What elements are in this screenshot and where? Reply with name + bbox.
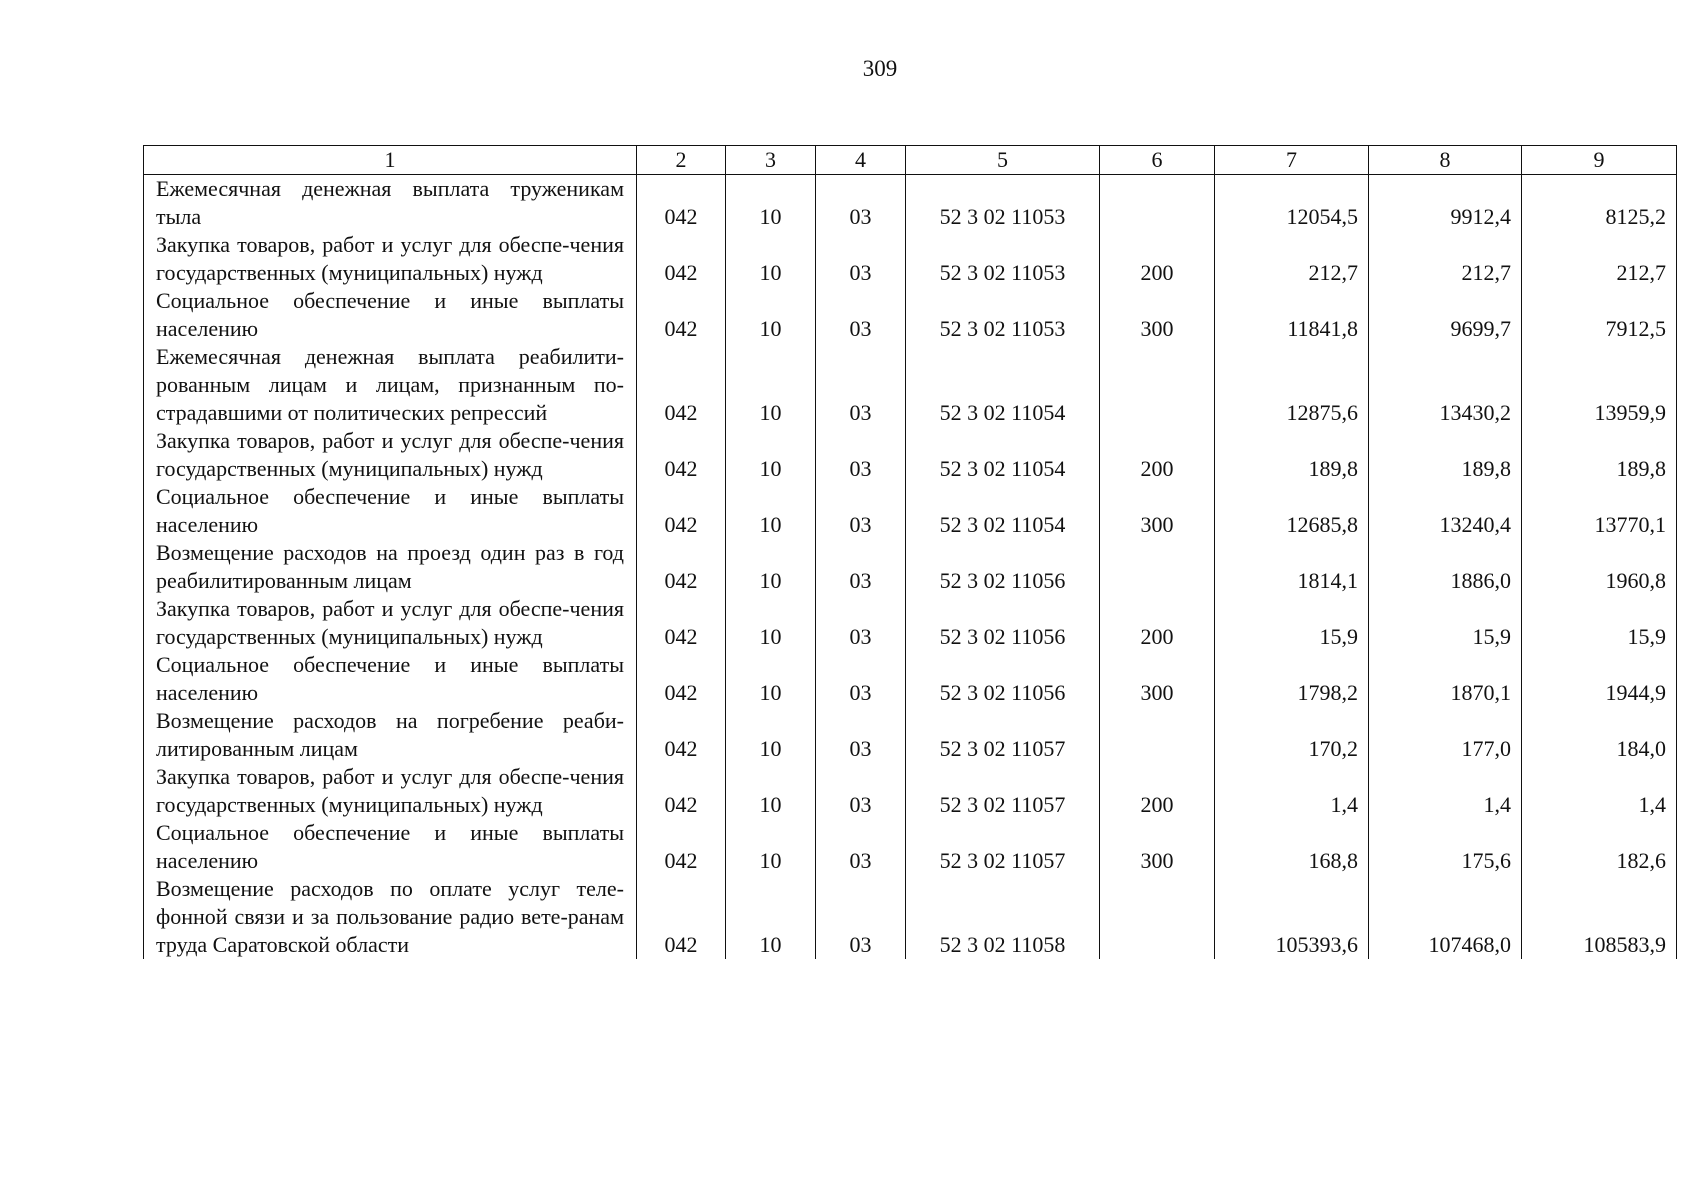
row-value-cell: 108583,9 (1522, 875, 1677, 959)
row-name-text: Социальное обеспечение и иные выплаты населению (156, 820, 624, 873)
row-code-cell: 042 (637, 343, 726, 427)
row-name-cell (144, 875, 637, 959)
row-target-article-cell: 52 3 02 11058 (906, 875, 1100, 959)
row-section-cell: 10 (726, 539, 816, 595)
header-cell: 9 (1522, 146, 1677, 175)
row-code-cell: 042 (637, 483, 726, 539)
row-target-article-cell: 52 3 02 11054 (906, 343, 1100, 427)
row-target-article-cell: 52 3 02 11054 (906, 427, 1100, 483)
row-name-cell (144, 231, 637, 287)
row-name-cell (144, 287, 637, 343)
row-value-cell: 15,9 (1522, 595, 1677, 651)
row-value-cell: 1960,8 (1522, 539, 1677, 595)
row-name-cell (144, 343, 637, 427)
row-section-cell: 10 (726, 651, 816, 707)
table-body (144, 175, 1677, 960)
row-name-text: Ежемесячная денежная выплата реабилити-рованным лицам и лицам, признанным по-страдавшими от политических репрессий (156, 344, 624, 425)
header-row (144, 146, 1677, 175)
row-value-cell: 1886,0 (1369, 539, 1522, 595)
row-code-cell: 042 (637, 651, 726, 707)
row-name-cell (144, 707, 637, 763)
row-value-cell: 184,0 (1522, 707, 1677, 763)
row-name-cell (144, 175, 637, 232)
table-row (144, 231, 1677, 287)
row-name-text: Закупка товаров, работ и услуг для обеспе-чения государственных (муниципальных) нужд (156, 764, 624, 817)
row-name-text: Возмещение расходов по оплате услуг теле-фонной связи и за пользование радио вете-ранам труда Саратовской области (156, 876, 624, 957)
table-row (144, 707, 1677, 763)
row-section-cell: 10 (726, 875, 816, 959)
row-target-article-cell: 52 3 02 11056 (906, 651, 1100, 707)
row-value-cell: 9699,7 (1369, 287, 1522, 343)
row-code-cell: 042 (637, 539, 726, 595)
row-name-text: Социальное обеспечение и иные выплаты населению (156, 652, 624, 705)
row-value-cell: 13959,9 (1522, 343, 1677, 427)
row-name-cell (144, 651, 637, 707)
row-subsection-cell: 03 (816, 595, 906, 651)
row-section-cell: 10 (726, 707, 816, 763)
row-name-text: Возмещение расходов на погребение реаби-литированным лицам (156, 708, 624, 761)
row-name-text: Социальное обеспечение и иные выплаты населению (156, 484, 624, 537)
row-name-text: Социальное обеспечение и иные выплаты населению (156, 288, 624, 341)
row-section-cell: 10 (726, 175, 816, 232)
table-row (144, 595, 1677, 651)
row-target-article-cell: 52 3 02 11057 (906, 819, 1100, 875)
row-value-cell: 8125,2 (1522, 175, 1677, 232)
row-subsection-cell: 03 (816, 427, 906, 483)
row-section-cell: 10 (726, 819, 816, 875)
row-subsection-cell: 03 (816, 763, 906, 819)
row-target-article-cell: 52 3 02 11057 (906, 763, 1100, 819)
row-section-cell: 10 (726, 483, 816, 539)
row-value-cell: 189,8 (1522, 427, 1677, 483)
row-expense-type-cell: 300 (1100, 651, 1215, 707)
row-value-cell: 212,7 (1522, 231, 1677, 287)
row-name-cell (144, 819, 637, 875)
header-cell: 4 (816, 146, 906, 175)
table-row (144, 175, 1677, 232)
row-subsection-cell: 03 (816, 483, 906, 539)
row-target-article-cell: 52 3 02 11053 (906, 231, 1100, 287)
row-name-cell (144, 539, 637, 595)
row-target-article-cell: 52 3 02 11054 (906, 483, 1100, 539)
table-row (144, 651, 1677, 707)
row-value-cell: 12685,8 (1215, 483, 1369, 539)
row-value-cell: 212,7 (1215, 231, 1369, 287)
row-expense-type-cell: 200 (1100, 763, 1215, 819)
header-cell: 7 (1215, 146, 1369, 175)
row-expense-type-cell: 300 (1100, 819, 1215, 875)
row-value-cell: 189,8 (1369, 427, 1522, 483)
row-name-text: Закупка товаров, работ и услуг для обеспе-чения государственных (муниципальных) нужд (156, 232, 624, 285)
row-name-text: Закупка товаров, работ и услуг для обеспе-чения государственных (муниципальных) нужд (156, 428, 624, 481)
row-code-cell: 042 (637, 175, 726, 232)
row-value-cell: 177,0 (1369, 707, 1522, 763)
row-value-cell: 168,8 (1215, 819, 1369, 875)
row-expense-type-cell (1100, 875, 1215, 959)
table-row (144, 539, 1677, 595)
header-cell: 3 (726, 146, 816, 175)
row-value-cell: 12875,6 (1215, 343, 1369, 427)
row-code-cell: 042 (637, 595, 726, 651)
table-row (144, 819, 1677, 875)
row-subsection-cell: 03 (816, 231, 906, 287)
row-value-cell: 13430,2 (1369, 343, 1522, 427)
table-row (144, 763, 1677, 819)
row-value-cell: 1870,1 (1369, 651, 1522, 707)
row-value-cell: 1,4 (1369, 763, 1522, 819)
row-value-cell: 1944,9 (1522, 651, 1677, 707)
row-value-cell: 182,6 (1522, 819, 1677, 875)
row-expense-type-cell: 200 (1100, 231, 1215, 287)
header-cell: 8 (1369, 146, 1522, 175)
row-section-cell: 10 (726, 343, 816, 427)
row-target-article-cell: 52 3 02 11053 (906, 287, 1100, 343)
row-name-cell (144, 483, 637, 539)
row-value-cell: 13240,4 (1369, 483, 1522, 539)
row-subsection-cell: 03 (816, 287, 906, 343)
row-subsection-cell: 03 (816, 343, 906, 427)
row-subsection-cell: 03 (816, 651, 906, 707)
row-value-cell: 1,4 (1522, 763, 1677, 819)
row-name-cell (144, 595, 637, 651)
row-value-cell: 15,9 (1369, 595, 1522, 651)
table-row (144, 287, 1677, 343)
row-value-cell: 1798,2 (1215, 651, 1369, 707)
row-value-cell: 9912,4 (1369, 175, 1522, 232)
header-cell: 2 (637, 146, 726, 175)
row-code-cell: 042 (637, 707, 726, 763)
row-code-cell: 042 (637, 427, 726, 483)
row-name-text: Ежемесячная денежная выплата труженикам тыла (156, 176, 624, 229)
row-section-cell: 10 (726, 287, 816, 343)
row-code-cell: 042 (637, 231, 726, 287)
row-code-cell: 042 (637, 875, 726, 959)
row-expense-type-cell (1100, 539, 1215, 595)
row-value-cell: 1814,1 (1215, 539, 1369, 595)
row-subsection-cell: 03 (816, 539, 906, 595)
row-section-cell: 10 (726, 595, 816, 651)
row-name-cell (144, 763, 637, 819)
row-target-article-cell: 52 3 02 11057 (906, 707, 1100, 763)
row-expense-type-cell (1100, 175, 1215, 232)
table-row (144, 875, 1677, 959)
row-expense-type-cell: 200 (1100, 595, 1215, 651)
row-value-cell: 105393,6 (1215, 875, 1369, 959)
row-subsection-cell: 03 (816, 707, 906, 763)
row-value-cell: 175,6 (1369, 819, 1522, 875)
table-row (144, 483, 1677, 539)
row-expense-type-cell (1100, 343, 1215, 427)
row-expense-type-cell: 300 (1100, 483, 1215, 539)
row-value-cell: 170,2 (1215, 707, 1369, 763)
row-expense-type-cell: 300 (1100, 287, 1215, 343)
row-target-article-cell: 52 3 02 11053 (906, 175, 1100, 232)
row-value-cell: 11841,8 (1215, 287, 1369, 343)
row-code-cell: 042 (637, 763, 726, 819)
row-target-article-cell: 52 3 02 11056 (906, 539, 1100, 595)
row-expense-type-cell (1100, 707, 1215, 763)
row-value-cell: 107468,0 (1369, 875, 1522, 959)
header-cell: 6 (1100, 146, 1215, 175)
table-row (144, 343, 1677, 427)
row-expense-type-cell: 200 (1100, 427, 1215, 483)
row-section-cell: 10 (726, 231, 816, 287)
row-value-cell: 212,7 (1369, 231, 1522, 287)
row-value-cell: 7912,5 (1522, 287, 1677, 343)
row-code-cell: 042 (637, 819, 726, 875)
row-subsection-cell: 03 (816, 819, 906, 875)
header-cell: 1 (144, 146, 637, 175)
row-value-cell: 1,4 (1215, 763, 1369, 819)
row-subsection-cell: 03 (816, 175, 906, 232)
row-code-cell: 042 (637, 287, 726, 343)
budget-table (143, 145, 1677, 959)
row-section-cell: 10 (726, 427, 816, 483)
row-target-article-cell: 52 3 02 11056 (906, 595, 1100, 651)
table-row (144, 427, 1677, 483)
header-cell: 5 (906, 146, 1100, 175)
row-value-cell: 13770,1 (1522, 483, 1677, 539)
row-name-cell (144, 427, 637, 483)
row-name-text: Возмещение расходов на проезд один раз в год реабилитированным лицам (156, 540, 624, 593)
row-value-cell: 15,9 (1215, 595, 1369, 651)
row-name-text: Закупка товаров, работ и услуг для обеспе-чения государственных (муниципальных) нужд (156, 596, 624, 649)
page-number: 309 (862, 56, 898, 81)
row-subsection-cell: 03 (816, 875, 906, 959)
row-value-cell: 12054,5 (1215, 175, 1369, 232)
row-value-cell: 189,8 (1215, 427, 1369, 483)
row-section-cell: 10 (726, 763, 816, 819)
